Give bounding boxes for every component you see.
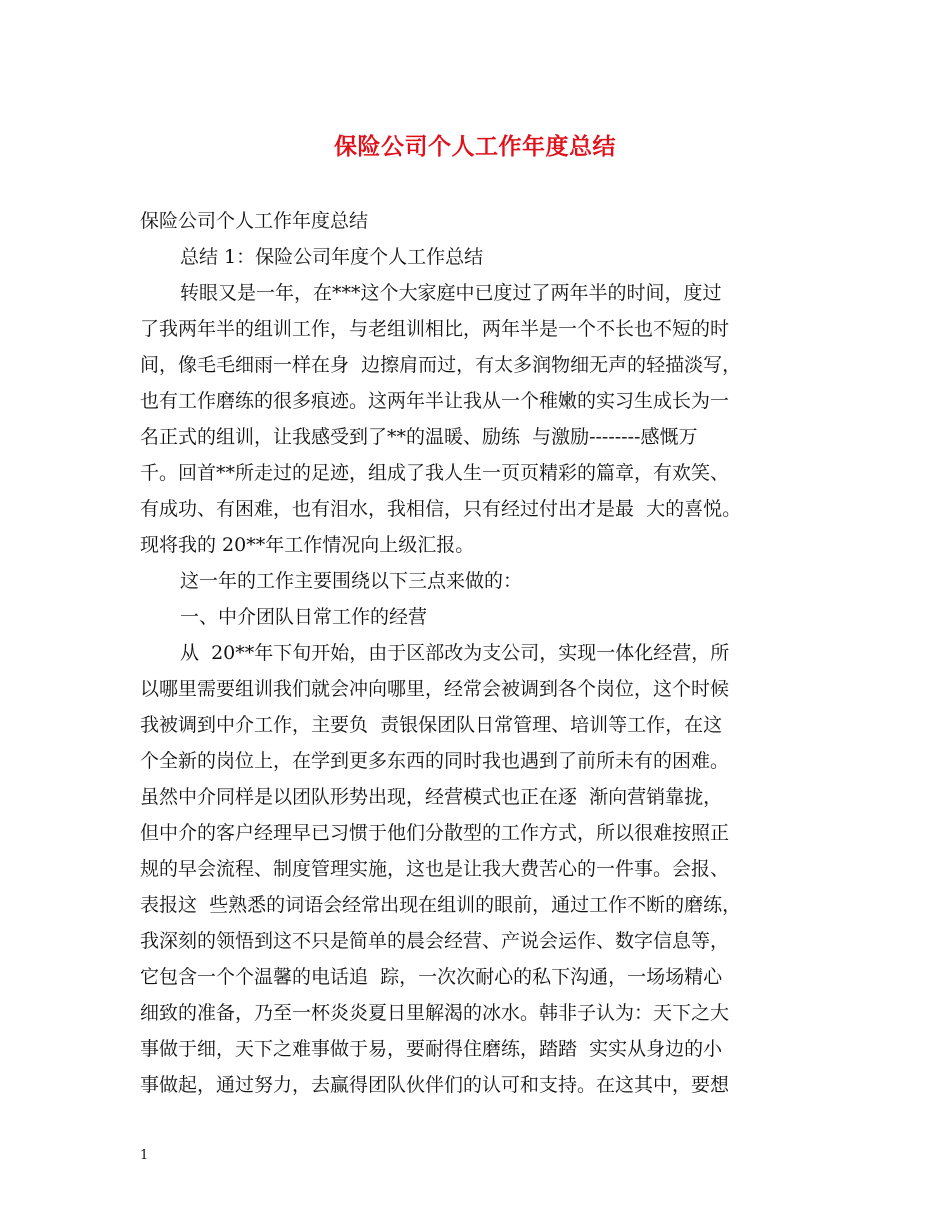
text-line: 它包含一个个温馨的电话追 踪，一次次耐心的私下沟通，一场场精心: [140, 966, 723, 988]
text-line: 规的早会流程、制度管理实施，这也是让我大费苦心的一件事。会报、: [140, 858, 730, 880]
text-line: 名正式的组训，让我感受到了**的温暖、励练 与激励--------感慨万: [140, 426, 698, 448]
text-line: 转眼又是一年，在***这个大家庭中已度过了两年半的时间，度过: [180, 282, 722, 304]
text-line: 我深刻的领悟到这不只是简单的晨会经营、产说会运作、数字信息等，: [140, 930, 730, 952]
document-title: 保险公司个人工作年度总结: [334, 133, 616, 160]
text-line: 我被调到中介工作，主要负 责银保团队日常管理、培训等工作，在这: [140, 714, 723, 736]
text-line: 表报这 些熟悉的词语会经常出现在组训的眼前，通过工作不断的磨练，: [140, 894, 742, 916]
text-line: 间，像毛毛细雨一样在身 边擦肩而过，有太多润物细无声的轻描淡写，: [140, 354, 742, 376]
text-line: 了我两年半的组训工作，与老组训相比，两年半是一个不长也不短的时: [140, 318, 730, 340]
text-line: 虽然中介同样是以团队形势出现，经营模式也正在逐 渐向营销靠拢，: [140, 786, 723, 808]
text-line: 事做起，通过努力，去赢得团队伙伴们的认可和支持。在这其中，要想: [140, 1074, 730, 1096]
text-line: 以哪里需要组训我们就会冲向哪里，经常会被调到各个岗位，这个时候: [140, 678, 730, 700]
text-line: 有成功、有困难，也有泪水，我相信，只有经过付出才是最 大的喜悦。: [140, 498, 742, 520]
text-line: 现将我的 20**年工作情况向上级汇报。: [140, 534, 475, 556]
text-line: 从 20**年下旬开始，由于区部改为支公司，实现一体化经营，所: [180, 642, 730, 664]
text-line: 个全新的岗位上，在学到更多东西的同时我也遇到了前所未有的困难。: [140, 750, 730, 772]
text-line: 这一年的工作主要围绕以下三点来做的：: [180, 570, 523, 592]
text-line: 保险公司个人工作年度总结: [140, 210, 369, 232]
text-line: 也有工作磨练的很多痕迹。这两年半让我从一个稚嫩的实习生成长为一: [140, 390, 730, 412]
text-line: 但中介的客户经理早已习惯于他们分散型的工作方式，所以很难按照正: [140, 822, 730, 844]
page-number: 1: [140, 1148, 149, 1163]
text-line: 千。回首**所走过的足迹，组成了我人生一页页精彩的篇章，有欢笑、: [140, 462, 730, 484]
text-line: 事做于细，天下之难事做于易，要耐得住磨练，踏踏 实实从身边的小: [140, 1038, 723, 1060]
text-line: 一、中介团队日常工作的经营: [180, 606, 428, 628]
text-line: 细致的准备，乃至一杯炎炎夏日里解渴的冰水。韩非子认为：天下之大: [140, 1002, 730, 1024]
document-body: [140, 203, 820, 1103]
text-line: 总结 1：保险公司年度个人工作总结: [180, 246, 484, 268]
